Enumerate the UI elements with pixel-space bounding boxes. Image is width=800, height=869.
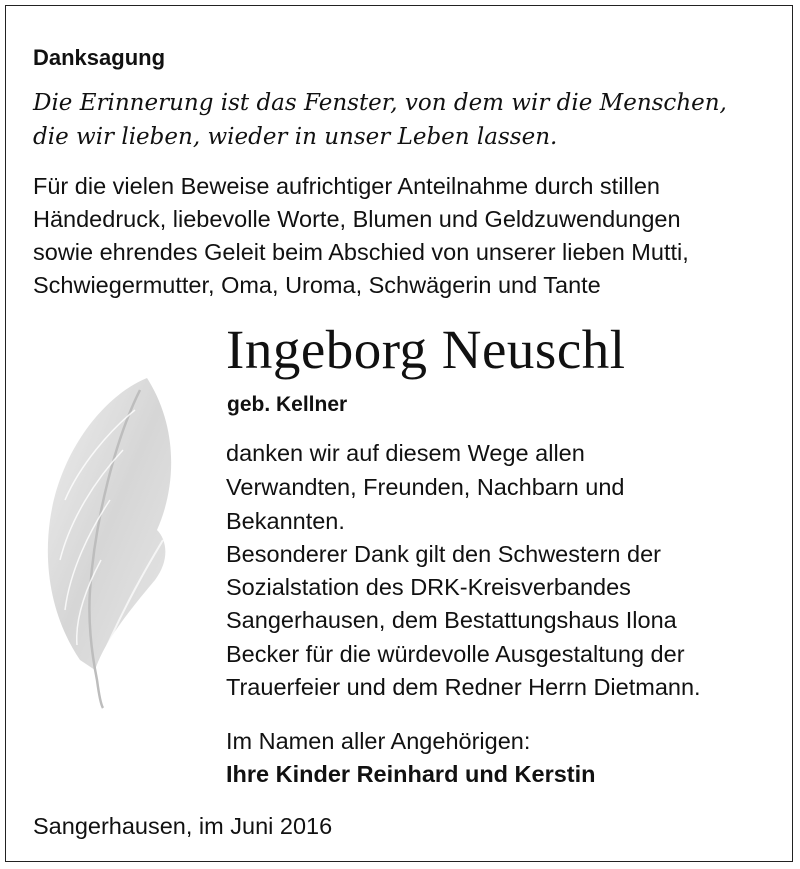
body-line: Sangerhausen, dem Bestattungshaus Ilona [226,607,677,633]
body-line: Bekannten. [226,508,345,534]
signature-names: Ihre Kinder Reinhard und Kerstin [226,761,596,787]
body-line: Besonderer Dank gilt den Schwestern der [226,541,661,567]
deceased-name: Ingeborg Neuschl [226,319,626,380]
body-line: Becker für die würdevolle Ausgestaltung der [226,641,685,667]
notice-heading: Danksagung [33,45,166,70]
birth-name: geb. Kellner [227,393,348,416]
body-line: danken wir auf diesem Wege allen [226,440,585,466]
intro-line: sowie ehrendes Geleit beim Abschied von unserer lieben Mutti, [33,239,689,265]
intro-line: Händedruck, liebevolle Worte, Blumen und Geldzuwendungen [33,206,681,232]
quote-line: die wir lieben, wieder in unser Leben lassen. [33,124,558,150]
quote-line: Die Erinnerung ist das Fenster, von dem wir die Menschen, [33,90,727,116]
body-line: Sozialstation des DRK-Kreisverbandes [226,574,631,600]
feather-icon [35,370,185,710]
body-line: Verwandten, Freunden, Nachbarn und [226,474,625,500]
signature-intro: Im Namen aller Angehörigen: [226,728,531,754]
body-line: Trauerfeier und dem Redner Herrn Dietmann. [226,674,701,700]
place-date: Sangerhausen, im Juni 2016 [33,813,333,839]
intro-line: Schwiegermutter, Oma, Uroma, Schwägerin und Tante [33,272,601,298]
intro-line: Für die vielen Beweise aufrichtiger Anteilnahme durch stillen [33,173,660,199]
